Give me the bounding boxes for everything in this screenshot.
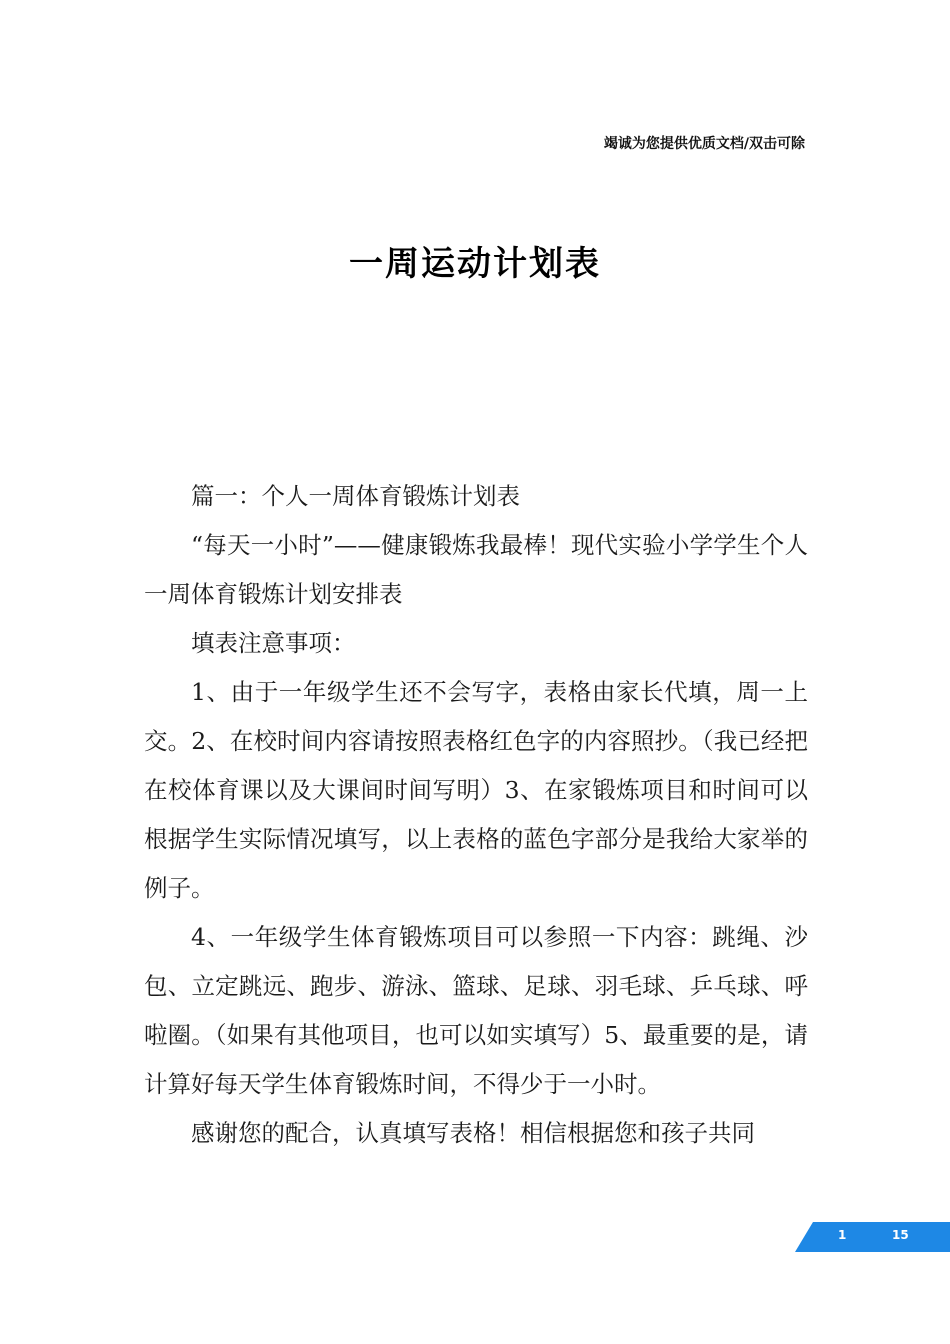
notes-paragraph-2: 4、一年级学生体育锻炼项目可以参照一下内容：跳绳、沙包、立定跳远、跑步、游泳、篮球、足球、羽毛球、乒乓球、呼啦圈。（如果有其他项目，也可以如实填写）5、最重要的是，请计算好每天学生体育锻炼时间，不得少于一小时。 xyxy=(144,923,808,1098)
notes-heading: 填表注意事项： xyxy=(191,629,356,657)
document-title: 一周运动计划表 xyxy=(349,244,601,284)
page-indicator-shape xyxy=(795,1222,950,1252)
closing-paragraph: 感谢您的配合，认真填写表格！相信根据您和孩子共同 xyxy=(191,1119,755,1147)
page-indicator xyxy=(795,1222,950,1252)
section-heading: 篇一：个人一周体育锻炼计划表 xyxy=(191,482,520,510)
notes-paragraph-1: 1、由于一年级学生还不会写字，表格由家长代填，周一上交。2、在校时间内容请按照表格红色字的内容照抄。（我已经把在校体育课以及大课间时间写明）3、在家锻炼项目和时间可以根据学生实际情况填写，以上表格的蓝色字部分是我给大家举的例子。 xyxy=(144,678,808,902)
page-indicator-banner xyxy=(795,1222,950,1252)
document-body xyxy=(144,472,808,1158)
page-number: 1 xyxy=(838,1228,847,1242)
intro-paragraph: “每天一小时”——健康锻炼我最棒！现代实验小学学生个人一周体育锻炼计划安排表 xyxy=(144,531,808,608)
page-total: 15 xyxy=(892,1228,909,1242)
header-note: 竭诚为您提供优质文档/双击可除 xyxy=(603,136,805,152)
